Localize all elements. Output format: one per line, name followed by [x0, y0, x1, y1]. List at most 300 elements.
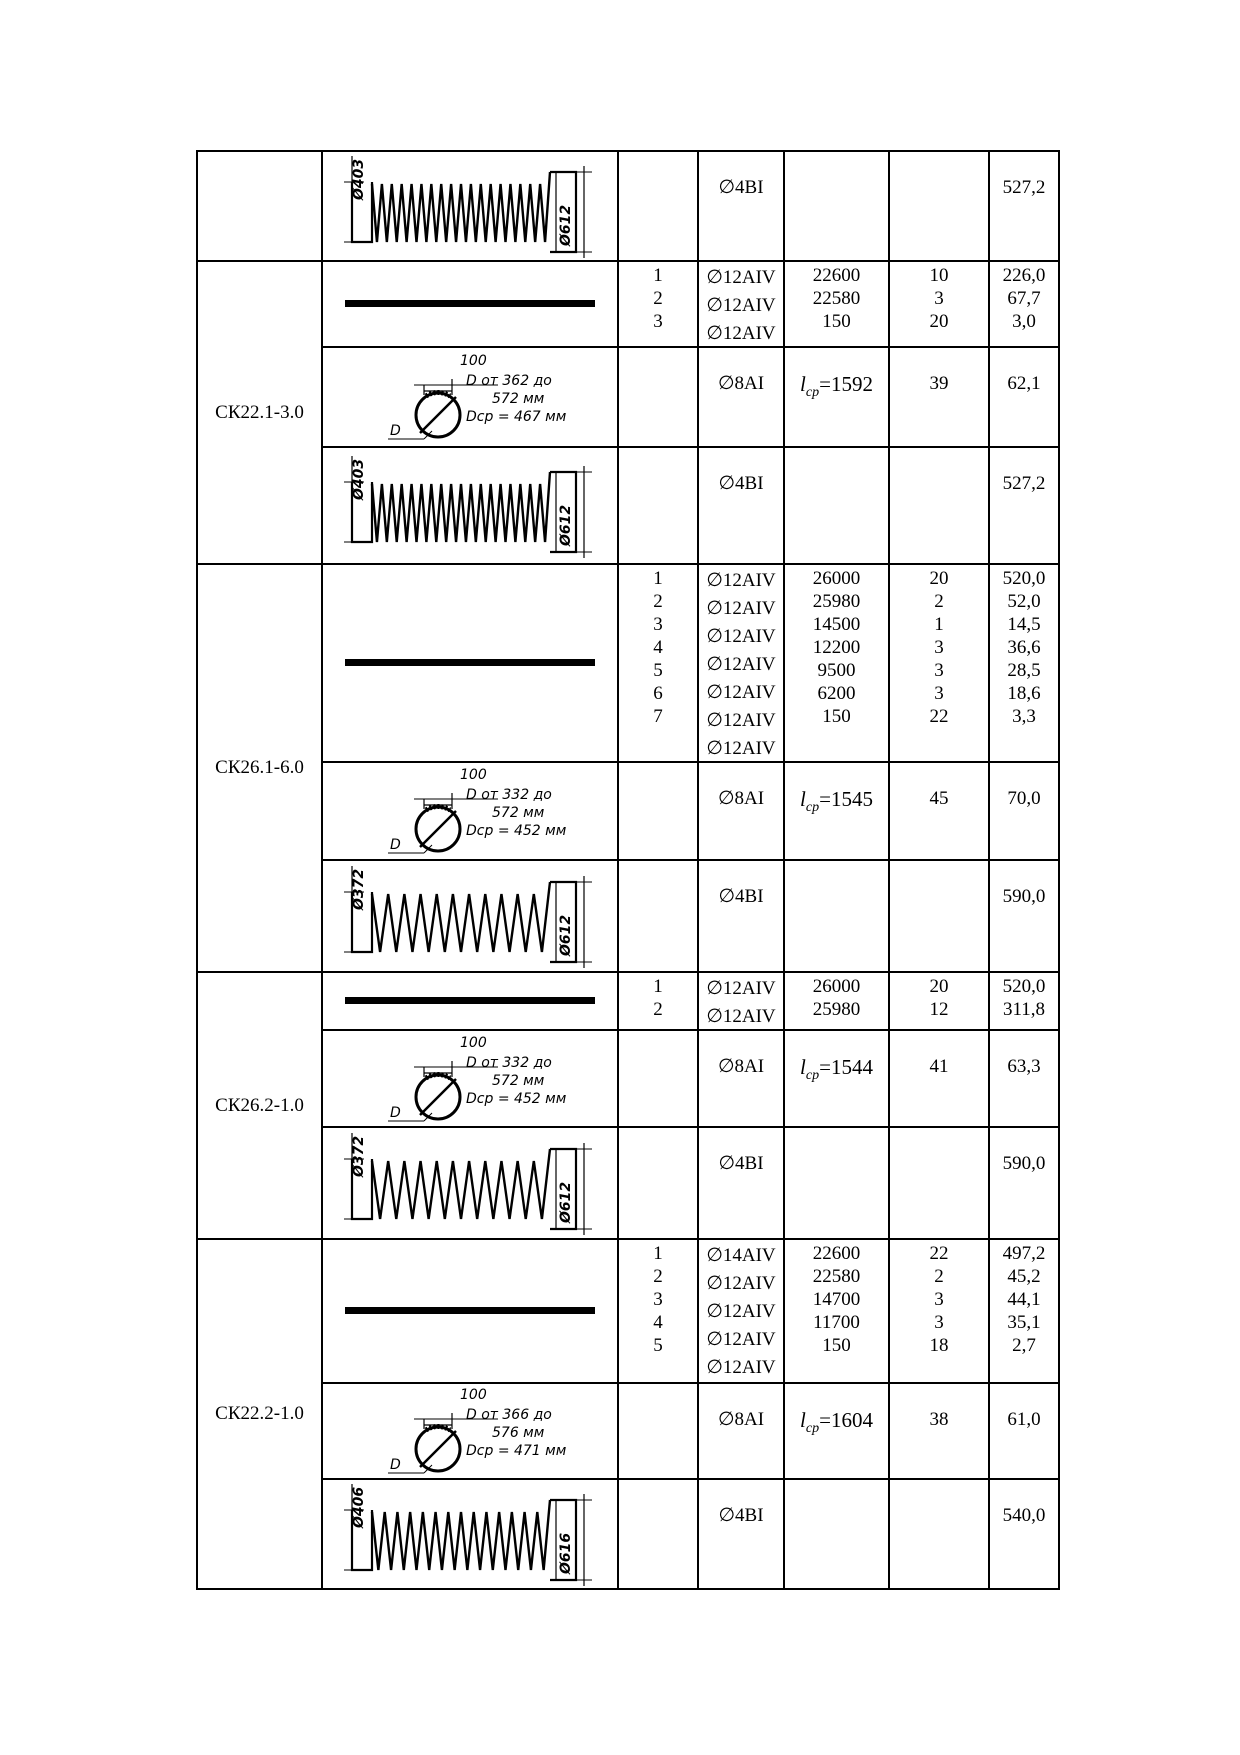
table-row: [197, 447, 1059, 564]
bar-length-list: [785, 975, 888, 1020]
bar-count-entry: 22: [929, 1243, 949, 1264]
bar-length-entry: 150: [822, 1335, 851, 1356]
spiral-spring-drawing: [330, 154, 610, 258]
bar-length: [784, 1383, 889, 1479]
left-diameter-label: Ø372: [351, 1135, 367, 1177]
bar-mass-entry: 44,1: [1007, 1289, 1041, 1310]
position-number-entry: 3: [653, 1289, 663, 1310]
ring-text-line-3: Dср = 467 мм: [466, 409, 567, 425]
bar-length-list: [785, 264, 888, 332]
overlap-dim-label: 100: [460, 767, 487, 783]
bar-diameter-list: [699, 264, 783, 344]
bar-diameter-list: [699, 885, 783, 908]
position-number: [618, 762, 698, 860]
bar-length-entry: 14700: [812, 1289, 861, 1310]
spiral-spring-drawing: [330, 864, 610, 968]
position-number-entry: 3: [653, 311, 663, 332]
spiral-spring-drawing: [330, 1131, 610, 1235]
bar-count-entry: 41: [929, 1056, 949, 1077]
bar-mass: [989, 1030, 1059, 1127]
bar-diameter: [698, 762, 784, 860]
ring-text-line-2: 572 мм: [492, 391, 545, 407]
position-number-list: [619, 1152, 697, 1175]
bar-mass: [989, 1383, 1059, 1479]
ring-text-line-1: D от 332 до: [466, 787, 552, 803]
bar-length-entry: 25980: [812, 999, 861, 1020]
position-number-list: [619, 885, 697, 908]
table-body: [197, 151, 1059, 1589]
position-number-list: [619, 1504, 697, 1527]
reinforcement-table: [196, 150, 1060, 1590]
overlap-dim-label: 100: [460, 1387, 487, 1403]
sketch-cell: [322, 1479, 618, 1589]
lcp-value: =1545: [819, 787, 873, 811]
position-number: [618, 1479, 698, 1589]
position-number-entry: 2: [653, 288, 663, 309]
bar-mass-entry: 226,0: [1002, 265, 1046, 286]
bar-count-list: [890, 885, 988, 908]
left-diameter-label: Ø403: [351, 158, 367, 200]
bar-line: [345, 300, 595, 307]
ring-text-line-3: Dср = 452 мм: [466, 823, 567, 839]
bar-diameter-list: [699, 787, 783, 810]
ring-d-label: D: [390, 1457, 401, 1473]
bar-mass-list: [990, 975, 1058, 1020]
bar-count-entry: 3: [934, 288, 944, 309]
bar-diameter-entry: ∅4BI: [718, 1153, 764, 1174]
position-number: [618, 447, 698, 564]
lcp-symbol: l: [800, 787, 806, 811]
bar-length-list: [785, 176, 888, 199]
bar-mass-list: [990, 1408, 1058, 1431]
bar-length-entry: 150: [822, 311, 851, 332]
bar-mass-entry: 70,0: [1007, 788, 1041, 809]
bar-diameter: [698, 1479, 784, 1589]
ring-stirrup-drawing: [330, 353, 610, 441]
bar-mass-entry: 52,0: [1007, 591, 1041, 612]
bar-mass-list: [990, 1242, 1058, 1356]
sketch-cell: [322, 447, 618, 564]
bar-mass-entry: 28,5: [1007, 660, 1041, 681]
bar-length-entry: 22580: [812, 1266, 861, 1287]
bar-length: [784, 1127, 889, 1239]
position-number-list: [619, 975, 697, 1020]
bar-diameter-entry: ∅12AIV: [706, 323, 776, 344]
bar-count-entry: 20: [929, 311, 949, 332]
position-number: [618, 972, 698, 1030]
table-row: [197, 347, 1059, 447]
right-diameter-label: Ø612: [558, 204, 574, 246]
bar-length: [784, 860, 889, 972]
bar-mass-list: [990, 885, 1058, 908]
lcp-value: =1604: [819, 1408, 873, 1432]
position-number-entry: 7: [653, 706, 663, 727]
bar-count-list: [890, 1152, 988, 1175]
bar-diameter-list: [699, 567, 783, 759]
bar-count-entry: 12: [929, 999, 949, 1020]
table-row: [197, 1030, 1059, 1127]
bar-length-entry: 22580: [812, 288, 861, 309]
lcp-symbol: l: [800, 372, 806, 396]
bar-diameter: [698, 1239, 784, 1383]
product-mark: [197, 151, 322, 261]
position-number-list: [619, 1242, 697, 1356]
bar-length: [784, 261, 889, 347]
bar-count-entry: 3: [934, 1289, 944, 1310]
bar-diameter-entry: ∅12AIV: [706, 654, 776, 675]
bar-count-entry: 2: [934, 1266, 944, 1287]
bar-mass-entry: 497,2: [1002, 1243, 1046, 1264]
table-row: [197, 860, 1059, 972]
ring-diameter-line: [420, 1431, 456, 1467]
straight-bar-drawing: [335, 994, 605, 1008]
bar-length: [784, 972, 889, 1030]
bar-diameter-list: [699, 472, 783, 495]
bar-line: [345, 997, 595, 1004]
bar-length: [784, 564, 889, 762]
position-number-entry: 2: [653, 591, 663, 612]
bar-mass-entry: 527,2: [1002, 473, 1046, 494]
bar-length-entry: 150: [822, 706, 851, 727]
sketch-cell: [322, 972, 618, 1030]
bar-mass-entry: 2,7: [1012, 1335, 1036, 1356]
bar-diameter-list: [699, 1504, 783, 1527]
bar-diameter-entry: ∅4BI: [718, 473, 764, 494]
bar-diameter-entry: ∅4BI: [718, 886, 764, 907]
bar-mass-entry: 3,0: [1012, 311, 1036, 332]
ring-text-line-3: Dср = 471 мм: [466, 1443, 567, 1459]
mean-length-formula: [785, 372, 888, 401]
bar-length-entry: 9500: [817, 660, 856, 681]
bar-length-list: [785, 472, 888, 495]
bar-mass: [989, 151, 1059, 261]
bar-count-list: [890, 472, 988, 495]
bar-count-list: [890, 264, 988, 332]
bar-line: [345, 1307, 595, 1314]
position-number-list: [619, 1055, 697, 1078]
bar-diameter: [698, 860, 784, 972]
table-row: [197, 972, 1059, 1030]
bar-diameter: [698, 1127, 784, 1239]
spring-coil: [372, 172, 550, 242]
bar-length-entry: 14500: [812, 614, 861, 635]
bar-count-list: [890, 372, 988, 395]
position-number: [618, 151, 698, 261]
bar-diameter-entry: ∅12AIV: [706, 1006, 776, 1027]
table-row: [197, 151, 1059, 261]
bar-diameter-list: [699, 1055, 783, 1078]
position-number-entry: 5: [653, 660, 663, 681]
lcp-symbol: l: [800, 1055, 806, 1079]
bar-count: [889, 151, 989, 261]
bar-count-entry: 2: [934, 591, 944, 612]
bar-count-entry: 20: [929, 568, 949, 589]
ring-diameter-line: [420, 811, 456, 847]
bar-mass-list: [990, 372, 1058, 395]
bar-mass-list: [990, 787, 1058, 810]
position-number-entry: 4: [653, 637, 663, 658]
bar-count: [889, 1030, 989, 1127]
bar-count: [889, 860, 989, 972]
bar-mass-list: [990, 1055, 1058, 1078]
bar-count-list: [890, 787, 988, 810]
sketch-cell: [322, 261, 618, 347]
ring-diameter-line: [420, 397, 456, 433]
bar-diameter: [698, 261, 784, 347]
bar-mass-entry: 45,2: [1007, 1266, 1041, 1287]
bar-mass-list: [990, 472, 1058, 495]
bar-mass-list: [990, 567, 1058, 727]
bar-line: [345, 659, 595, 666]
ring-text-line-2: 572 мм: [492, 805, 545, 821]
bar-count-list: [890, 1242, 988, 1356]
position-number-list: [619, 787, 697, 810]
bar-length: [784, 151, 889, 261]
bar-mass-entry: 311,8: [1002, 999, 1046, 1020]
sketch-cell: [322, 1030, 618, 1127]
lcp-value: =1592: [819, 372, 873, 396]
bar-length-list: [785, 885, 888, 908]
bar-mass: [989, 347, 1059, 447]
ring-text-line-1: D от 332 до: [466, 1054, 552, 1071]
product-mark-label: СК22.2-1.0: [215, 1403, 304, 1424]
bar-diameter-entry: ∅14AIV: [706, 1245, 776, 1266]
lcp-subscript: cp: [805, 1068, 820, 1084]
position-number: [618, 1383, 698, 1479]
bar-mass: [989, 860, 1059, 972]
bar-count-list: [890, 975, 988, 1020]
bar-mass-list: [990, 1504, 1058, 1527]
bar-length: [784, 447, 889, 564]
position-number-entry: 1: [653, 568, 663, 589]
bar-count: [889, 762, 989, 860]
bar-diameter-list: [699, 1152, 783, 1175]
overlap-dim-label: 100: [460, 353, 487, 369]
position-number: [618, 1239, 698, 1383]
bar-count: [889, 1383, 989, 1479]
straight-bar-drawing: [335, 1304, 605, 1318]
bar-count-entry: 45: [929, 788, 949, 809]
bar-count-entry: 18: [929, 1335, 949, 1356]
position-number-list: [619, 567, 697, 727]
spring-coil: [372, 1149, 550, 1219]
position-number-entry: 5: [653, 1335, 663, 1356]
bar-count: [889, 972, 989, 1030]
ring-diameter-line: [420, 1079, 456, 1115]
right-diameter-label: Ø616: [558, 1532, 574, 1574]
bar-length-entry: 25980: [812, 591, 861, 612]
left-diameter-label: Ø372: [351, 868, 367, 910]
bar-length: [784, 1239, 889, 1383]
straight-bar-drawing: [335, 297, 605, 311]
bar-diameter-entry: ∅12AIV: [706, 598, 776, 619]
bar-count-entry: 3: [934, 1312, 944, 1333]
bar-count-list: [890, 567, 988, 727]
ring-d-label: D: [390, 1104, 401, 1121]
product-mark: [197, 564, 322, 972]
bar-count-list: [890, 176, 988, 199]
bar-length: [784, 347, 889, 447]
position-number-list: [619, 264, 697, 332]
bar-count-entry: 3: [934, 683, 944, 704]
position-number-list: [619, 372, 697, 395]
table-row: [197, 1479, 1059, 1589]
bar-mass-entry: 61,0: [1007, 1409, 1041, 1430]
table-row: [197, 1383, 1059, 1479]
bar-diameter-entry: ∅12AIV: [706, 978, 776, 999]
bar-count: [889, 1239, 989, 1383]
bar-diameter-list: [699, 1408, 783, 1431]
position-number-list: [619, 472, 697, 495]
bar-count: [889, 1479, 989, 1589]
ring-stirrup-drawing: [330, 1035, 610, 1123]
bar-mass-entry: 590,0: [1002, 886, 1046, 907]
ring-text-line-2: 576 мм: [492, 1425, 545, 1441]
bar-diameter-entry: ∅12AIV: [706, 1357, 776, 1378]
product-mark-label: СК26.1-6.0: [215, 757, 304, 778]
position-number: [618, 1127, 698, 1239]
table-row: [197, 1127, 1059, 1239]
bar-count-list: [890, 1504, 988, 1527]
product-mark: [197, 1239, 322, 1589]
bar-diameter-entry: ∅12AIV: [706, 295, 776, 316]
bar-diameter-entry: ∅4BI: [718, 1505, 764, 1526]
bar-mass-entry: 35,1: [1007, 1312, 1041, 1333]
bar-diameter-entry: ∅12AIV: [706, 570, 776, 591]
position-number: [618, 347, 698, 447]
position-number-entry: 4: [653, 1312, 663, 1333]
bar-mass-entry: 3,3: [1012, 706, 1036, 727]
bar-diameter-list: [699, 975, 783, 1027]
lcp-symbol: l: [800, 1408, 806, 1432]
overlap-dim-label: 100: [460, 1034, 487, 1051]
bar-mass-entry: 520,0: [1002, 976, 1046, 997]
mean-length-formula: [785, 787, 888, 816]
bar-diameter-entry: ∅12AIV: [706, 738, 776, 759]
right-diameter-label: Ø612: [558, 504, 574, 546]
bar-length-entry: 6200: [817, 683, 856, 704]
bar-diameter: [698, 1383, 784, 1479]
bar-diameter-entry: ∅12AIV: [706, 267, 776, 288]
bar-length-entry: 26000: [812, 976, 861, 997]
table-row: [197, 564, 1059, 762]
bar-mass-entry: 590,0: [1002, 1153, 1046, 1174]
bar-length-list: [785, 1504, 888, 1527]
ring-stirrup-drawing: [330, 767, 610, 855]
bar-diameter-list: [699, 372, 783, 395]
ring-text-line-1: D от 362 до: [466, 373, 552, 389]
bar-diameter-entry: ∅8AI: [717, 788, 765, 809]
bar-diameter-entry: ∅12AIV: [706, 626, 776, 647]
bar-diameter-list: [699, 176, 783, 199]
sketch-cell: [322, 347, 618, 447]
mean-length-formula: [785, 1408, 888, 1437]
ring-stirrup-drawing: [330, 1387, 610, 1475]
straight-bar-drawing: [335, 656, 605, 670]
bar-length-entry: 22600: [812, 265, 861, 286]
bar-diameter: [698, 447, 784, 564]
bar-mass-entry: 63,3: [1007, 1056, 1041, 1077]
bar-count: [889, 564, 989, 762]
mean-length-formula: [785, 1055, 888, 1084]
bar-mass-list: [990, 176, 1058, 199]
bar-diameter-entry: ∅8AI: [717, 1409, 765, 1430]
bar-mass-entry: 540,0: [1002, 1505, 1046, 1526]
bar-mass-entry: 62,1: [1007, 373, 1041, 394]
bar-diameter-entry: ∅8AI: [717, 1056, 765, 1077]
bar-count-entry: 10: [929, 265, 949, 286]
bar-count-entry: 39: [929, 373, 949, 394]
bar-count-list: [890, 1055, 988, 1078]
product-mark: [197, 261, 322, 564]
bar-mass: [989, 1239, 1059, 1383]
spiral-spring-drawing: [330, 1482, 610, 1586]
product-mark-label: СК22.1-3.0: [215, 401, 304, 423]
bar-count: [889, 447, 989, 564]
position-number: [618, 564, 698, 762]
bar-mass-entry: 36,6: [1007, 637, 1041, 658]
bar-diameter: [698, 151, 784, 261]
bar-diameter-entry: ∅8AI: [717, 373, 765, 394]
bar-count-entry: 22: [929, 706, 949, 727]
bar-diameter-list: [699, 1242, 783, 1378]
bar-length: [784, 1030, 889, 1127]
bar-diameter: [698, 564, 784, 762]
bar-diameter-entry: ∅12AIV: [706, 710, 776, 731]
position-number-entry: 2: [653, 1266, 663, 1287]
bar-mass: [989, 447, 1059, 564]
bar-count-entry: 1: [934, 614, 944, 635]
bar-mass: [989, 261, 1059, 347]
product-mark: [197, 972, 322, 1239]
bar-count-entry: 3: [934, 637, 944, 658]
bar-length-list: [785, 1152, 888, 1175]
sketch-cell: [322, 151, 618, 261]
bar-diameter-entry: ∅4BI: [718, 177, 764, 198]
bar-mass-entry: 14,5: [1007, 614, 1041, 635]
sketch-cell: [322, 564, 618, 762]
bar-diameter-entry: ∅12AIV: [706, 1273, 776, 1294]
bar-count-entry: 3: [934, 660, 944, 681]
sketch-cell: [322, 1383, 618, 1479]
bar-count: [889, 347, 989, 447]
bar-count-entry: 20: [929, 976, 949, 997]
bar-mass: [989, 1127, 1059, 1239]
bar-length-list: [785, 1242, 888, 1356]
bar-mass: [989, 972, 1059, 1030]
bar-count: [889, 261, 989, 347]
position-number-entry: 1: [653, 1243, 663, 1264]
spring-coil: [372, 472, 550, 542]
bar-length-list: [785, 567, 888, 727]
bar-mass-entry: 67,7: [1007, 288, 1041, 309]
bar-mass-entry: 520,0: [1002, 568, 1046, 589]
left-diameter-label: Ø406: [351, 1486, 367, 1528]
bar-mass: [989, 564, 1059, 762]
position-number-entry: 1: [653, 265, 663, 286]
position-number-list: [619, 176, 697, 199]
position-number: [618, 1030, 698, 1127]
lcp-subscript: cp: [805, 800, 820, 816]
bar-count-entry: 38: [929, 1409, 949, 1430]
sketch-cell: [322, 1239, 618, 1383]
lcp-subscript: cp: [805, 1421, 820, 1437]
right-diameter-label: Ø612: [558, 1181, 574, 1223]
ring-d-label: D: [390, 837, 401, 853]
bar-mass: [989, 762, 1059, 860]
bar-length: [784, 762, 889, 860]
bar-length-entry: 22600: [812, 1243, 861, 1264]
